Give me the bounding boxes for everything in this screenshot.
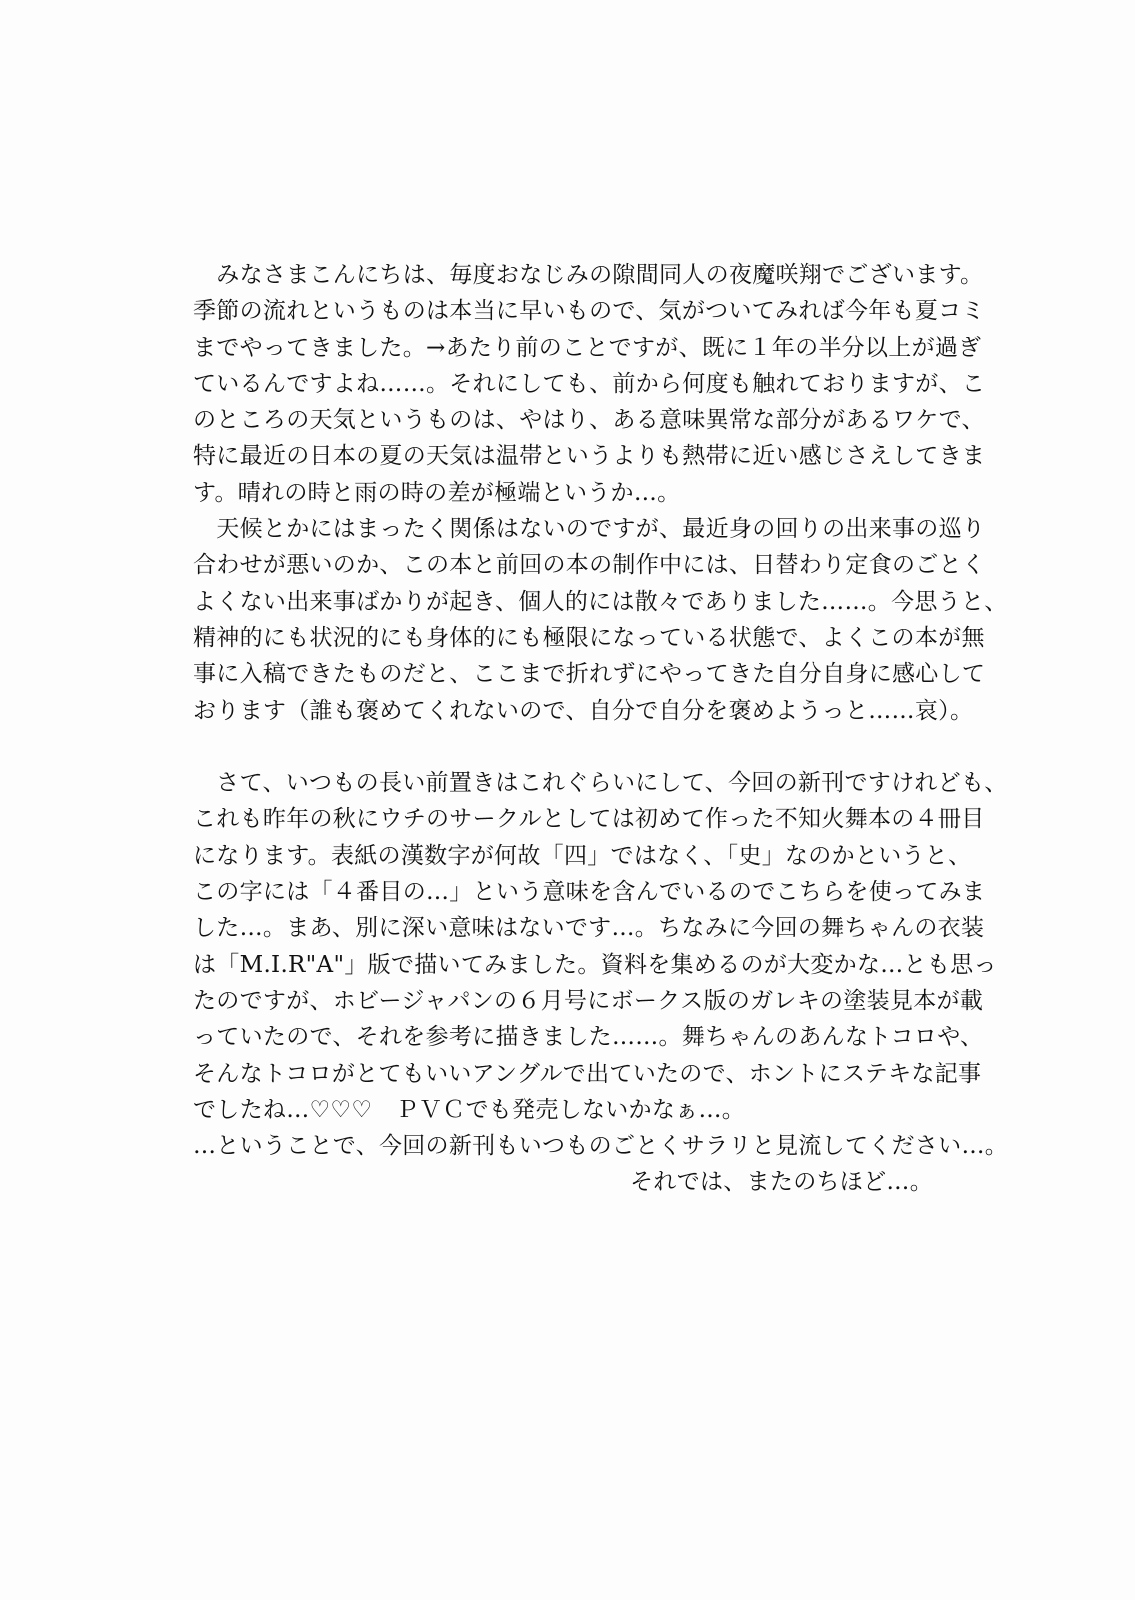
text-line: ているんですよね……。それにしても、前から何度も触れておりますが、こ	[193, 370, 986, 397]
text-line: …ということで、今回の新刊もいつものごとくサラリと見流してください…。	[193, 1133, 1009, 1160]
text-line: した…。まあ、別に深い意味はないです…。ちなみに今回の舞ちゃんの衣装	[193, 915, 985, 942]
closing-line: それでは、またのちほど…。	[630, 1169, 933, 1196]
text-line: す。晴れの時と雨の時の差が極端というか…。	[193, 479, 681, 506]
text-line: 天候とかにはまったく関係はないのですが、最近身の回りの出来事の巡り	[193, 516, 986, 543]
text-line: みなさまこんにちは、毎度おなじみの隙間同人の夜魔咲翔でございます。	[193, 262, 984, 288]
text-line: たのですが、ホビージャパンの６月号にボークス版のガレキの塗装見本が載	[193, 987, 984, 1014]
text-line: そんなトコロがとてもいいアングルで出ていたので、ホントにステキな記事	[193, 1060, 982, 1087]
text-line: のところの天気というものは、やはり、ある意味異常な部分があるワケで、	[193, 407, 985, 434]
text-line: さて、いつもの長い前置きはこれぐらいにして、今回の新刊ですけれども、	[193, 770, 1008, 797]
paragraph	[193, 511, 1008, 729]
text-line: は「M.I.R"A"」版で描いてみました。資料を集めるのが大変かな…とも思っ	[193, 951, 997, 978]
text-line: でしたね…♡♡♡ ＰＶＣでも発売しないかなぁ…。	[193, 1096, 746, 1123]
paragraph	[193, 257, 993, 511]
text-line: になります。表紙の漢数字が何故「四」ではなく、「史」なのかというと、	[193, 842, 972, 869]
paragraph-gap	[193, 729, 993, 765]
text-line: これも昨年の秋にウチのサークルとしては初めて作った不知火舞本の４冊目	[193, 806, 985, 833]
text-line: この字には「４番目の…」という意味を含んでいるのでこちらを使ってみま	[193, 879, 986, 906]
text-line: までやってきました。→あたり前のことですが、既に１年の半分以上が過ぎ	[193, 334, 982, 361]
text-line: 事に入稿できたものだと、ここまで折れずにやってきた自分自身に感心して	[193, 661, 986, 688]
text-line: 精神的にも状況的にも身体的にも極限になっている状態で、よくこの本が無	[193, 624, 985, 651]
text-line: おります（誰も褒めてくれないので、自分で自分を褒めようっと……哀）。	[193, 697, 974, 724]
text-line: よくない出来事ばかりが起き、個人的には散々でありました……。今思うと、	[193, 588, 1008, 615]
text-line: 季節の流れというものは本当に早いもので、気がついてみれば今年も夏コミ	[193, 298, 985, 325]
text-line: っていたので、それを参考に描きました……。舞ちゃんのあんなトコロや、	[193, 1024, 984, 1051]
paragraph	[193, 765, 1009, 1164]
afterword-text	[193, 257, 1009, 1201]
text-line: 合わせが悪いのか、この本と前回の本の制作中には、日替わり定食のごとく	[193, 552, 986, 579]
text-line: 特に最近の日本の夏の天気は温帯というよりも熱帯に近い感じさえしてきま	[193, 443, 986, 470]
